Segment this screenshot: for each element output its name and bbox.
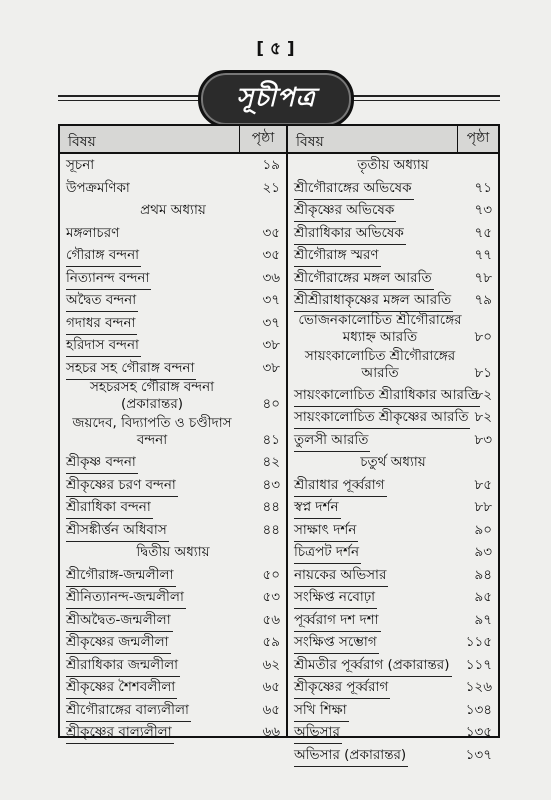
toc-entry: [60, 415, 286, 451]
left-column: [60, 126, 286, 740]
entry-page: ৪৪: [262, 521, 280, 538]
toc-entry: [60, 609, 286, 632]
page-title: সূচীপত্র: [236, 83, 316, 113]
entry-page: ১৯: [262, 157, 280, 173]
toc-entry: [288, 244, 498, 267]
toc-entry: [60, 564, 286, 587]
entry-page: ৩৫: [262, 224, 280, 241]
entry-page: ৪৪: [262, 499, 280, 515]
toc-entry: [60, 451, 286, 474]
entry-title: হরিদাস বন্দনা: [66, 334, 141, 357]
entry-page: ৯৭: [474, 611, 492, 628]
entry-title: শ্রীকৃষ্ণের চরণ বন্দনা: [66, 474, 178, 497]
header-page: পৃষ্ঠা: [239, 126, 286, 152]
entry-page: ৭৯: [474, 292, 492, 308]
entry-title: শ্রীগৌরাঙ্গের মঙ্গল আরতি: [294, 267, 434, 290]
entry-title: স্বপ্ন দর্শন: [294, 496, 341, 519]
header-subject: বিষয়: [296, 134, 324, 150]
entry-title: শ্রীরাধার পূর্ব্বরাগ: [294, 474, 387, 497]
toc-entry: [60, 312, 286, 335]
entry-title: সাক্ষাৎ দর্শন: [294, 519, 358, 542]
entry-title: সংক্ষিপ্ত নবোঢ়া: [294, 586, 377, 609]
chapter-heading: [288, 451, 498, 474]
left-header: [60, 126, 286, 154]
entry-page: ১৩৫: [465, 724, 492, 740]
toc-entry: [60, 154, 286, 177]
entry-title: চতুর্থ অধ্যায়: [360, 454, 426, 470]
entry-page: ৮০: [474, 328, 492, 345]
entry-page: ৬২: [262, 656, 280, 673]
entry-title: শ্রীগৌরাঙ্গের অভিষেক: [294, 177, 414, 200]
entry-page: ৫৬: [262, 611, 280, 628]
entry-title: প্রথম অধ্যায়: [140, 202, 206, 218]
entry-page: ৭৫: [474, 224, 492, 241]
entry-page: ৯৫: [474, 589, 492, 605]
entry-title: চিত্রপট দর্শন: [294, 541, 361, 564]
entry-title: শ্রীকৃষ্ণের বাল্যলীলা: [66, 721, 174, 744]
toc-entry: [60, 334, 286, 357]
entry-title: শ্রীকৃষ্ণের পূর্ব্বরাগ: [294, 676, 390, 699]
header-subject: বিষয়: [68, 134, 96, 150]
entry-page: ৫৯: [262, 634, 280, 650]
entry-title: অভিসার: [294, 721, 342, 744]
entry-page: ৯৪: [474, 566, 492, 583]
entry-title: সহচরসহ গৌরাঙ্গ বন্দনা (প্রকারান্তর): [89, 379, 215, 412]
entry-title: নিত্যানন্দ বন্দনা: [66, 267, 151, 290]
entry-page: ৮৩: [474, 431, 492, 448]
entry-page: ৬৫: [262, 701, 280, 718]
entry-page: ৮২: [474, 409, 492, 425]
left-rows: [60, 154, 286, 744]
toc-entry: [60, 379, 286, 415]
toc-entry: [288, 406, 498, 429]
toc-entry: [60, 519, 286, 542]
entry-page: ৩৬: [262, 269, 280, 286]
entry-title: শ্রীরাধিকার জন্মলীলা: [66, 654, 180, 677]
entry-page: ৪৩: [262, 476, 280, 493]
entry-page: ৩৭: [262, 292, 280, 308]
entry-page: ৩৮: [262, 337, 280, 353]
toc-entry: [60, 699, 286, 722]
toc-entry: [288, 429, 498, 452]
entry-page: ৫০: [262, 566, 280, 583]
toc-entry: [288, 222, 498, 245]
toc-entry: [288, 699, 498, 722]
entry-title: শ্রীকৃষ্ণের শৈশবলীলা: [66, 676, 177, 699]
entry-title: অভিসার (প্রকারান্তর): [294, 744, 408, 767]
entry-page: ১১৭: [465, 656, 492, 673]
toc-entry: [288, 654, 498, 677]
entry-title: শ্রীকৃষ্ণের জন্মলীলা: [66, 631, 171, 654]
entry-title: মঙ্গলাচরণ: [66, 224, 120, 241]
entry-title: শ্রীঅদ্বৈত-জন্মলীলা: [66, 609, 173, 632]
entry-title: সংক্ষিপ্ত সম্ভোগ: [294, 631, 379, 654]
entry-page: ১৩৭: [465, 746, 492, 763]
toc-entry: [60, 177, 286, 200]
toc-entry: [288, 289, 498, 312]
entry-title: শ্রীকৃষ্ণের অভিষেক: [294, 199, 396, 222]
page-number: [ ৫ ]: [256, 39, 295, 59]
entry-title: গৌরাঙ্গ বন্দনা: [66, 244, 141, 267]
entry-page: ৭১: [474, 179, 492, 196]
toc-entry: [60, 586, 286, 609]
entry-title: তুলসী আরতি: [294, 429, 370, 452]
entry-page: ৫৩: [262, 589, 280, 605]
toc-entry: [60, 631, 286, 654]
entry-title: দ্বিতীয় অধ্যায়: [136, 544, 210, 560]
entry-page: ১৩৪: [465, 701, 492, 718]
entry-page: ১২৬: [465, 679, 492, 695]
entry-page: ১১৫: [465, 634, 492, 650]
toc-entry: [60, 267, 286, 290]
entry-title: সায়ংকালোচিত শ্রীগৌরাঙ্গের আরতি: [304, 347, 456, 381]
toc-entry: [60, 496, 286, 519]
entry-title: শ্রীমতীর পূর্ব্বরাগ (প্রকারান্তর): [294, 654, 452, 677]
entry-page: ৮২: [474, 386, 492, 403]
right-rows: [288, 154, 498, 766]
chapter-heading: [60, 199, 286, 222]
toc-entry: [288, 586, 498, 609]
toc-entry: [288, 564, 498, 587]
entry-page: ৮৫: [474, 476, 492, 493]
entry-title: শ্রীগৌরাঙ্গ-জন্মলীলা: [66, 564, 176, 587]
entry-title: পূর্ব্বরাগ দশ দশা: [294, 609, 381, 632]
toc-entry: [288, 676, 498, 699]
entry-title: শ্রীসঙ্কীর্ত্তন অধিবাস: [66, 519, 169, 542]
right-column: [288, 126, 498, 763]
toc-entry: [60, 244, 286, 267]
entry-page: ৯৩: [474, 544, 492, 560]
toc-entry: [60, 222, 286, 245]
entry-title: শ্রীকৃষ্ণ বন্দনা: [66, 451, 138, 474]
header-page: পৃষ্ঠা: [457, 126, 498, 152]
contents-table: [58, 124, 500, 763]
entry-title: জয়দেব, বিদ্যাপতি ও চণ্ডীদাস বন্দনা: [72, 415, 232, 448]
toc-entry: [288, 496, 498, 519]
entry-title: সহচর সহ গৌরাঙ্গ বন্দনা: [66, 357, 196, 380]
entry-title: গদাধর বন্দনা: [66, 312, 137, 335]
entry-title: সায়ংকালোচিত শ্রীকৃষ্ণের আরতি: [294, 406, 470, 429]
entry-title: শ্রীরাধিকার অভিষেক: [294, 222, 406, 245]
entry-title: অদ্বৈত বন্দনা: [66, 289, 138, 312]
entry-title: শ্রীরাধিকা বন্দনা: [66, 496, 153, 519]
entry-page: ২১: [262, 179, 280, 196]
entry-page: ৭৭: [474, 247, 492, 263]
entry-title: সূচনা: [66, 157, 95, 173]
toc-entry: [288, 609, 498, 632]
entry-page: ৯০: [474, 521, 492, 538]
entry-title: শ্রীশ্রীরাধাকৃষ্ণের মঙ্গল আরতি: [294, 289, 453, 312]
toc-entry: [60, 654, 286, 677]
entry-title: ভোজনকালোচিত শ্রীগৌরাঙ্গের মধ্যাহ্ন আরতি: [298, 311, 462, 345]
title-banner: [198, 70, 354, 128]
toc-entry: [288, 474, 498, 497]
entry-page: ৩৫: [262, 247, 280, 263]
entry-title: সায়ংকালোচিত শ্রীরাধিকার আরতি: [294, 384, 480, 407]
entry-title: তৃতীয় অধ্যায়: [357, 157, 429, 173]
entry-page: ৮৮: [474, 499, 492, 515]
entry-title: সখি শিক্ষা: [294, 699, 349, 722]
toc-entry: [288, 541, 498, 564]
chapter-heading: [60, 541, 286, 564]
toc-entry: [288, 519, 498, 542]
entry-page: ৬৬: [262, 724, 280, 740]
right-header: [288, 126, 498, 154]
entry-page: ৮১: [474, 364, 492, 381]
entry-page: ৪২: [262, 454, 280, 470]
entry-page: ৭৩: [474, 202, 492, 218]
entry-title: শ্রীগৌরাঙ্গ স্মরণ: [294, 244, 381, 267]
toc-entry: [60, 357, 286, 380]
toc-entry: [288, 744, 498, 767]
toc-entry: [288, 312, 498, 348]
entry-page: ৬৫: [262, 679, 280, 695]
toc-entry: [60, 289, 286, 312]
entry-page: ৪১: [262, 432, 280, 448]
toc-entry: [60, 474, 286, 497]
chapter-heading: [288, 154, 498, 177]
toc-entry: [288, 384, 498, 407]
toc-entry: [288, 199, 498, 222]
toc-entry: [288, 348, 498, 384]
toc-entry: [288, 631, 498, 654]
toc-entry: [288, 177, 498, 200]
entry-title: উপক্রমণিকা: [66, 179, 130, 196]
toc-entry: [60, 676, 286, 699]
toc-entry: [288, 267, 498, 290]
entry-page: ৩৭: [262, 314, 280, 331]
entry-page: ৭৮: [474, 269, 492, 286]
entry-page: ৩৮: [262, 359, 280, 376]
toc-entry: [288, 721, 498, 744]
entry-page: ৪০: [262, 396, 280, 412]
entry-title: শ্রীগৌরাঙ্গের বাল্যলীলা: [66, 699, 191, 722]
entry-title: নায়কের অভিসার: [294, 564, 388, 587]
toc-entry: [60, 721, 286, 744]
entry-title: শ্রীনিত্যানন্দ-জন্মলীলা: [66, 586, 186, 609]
